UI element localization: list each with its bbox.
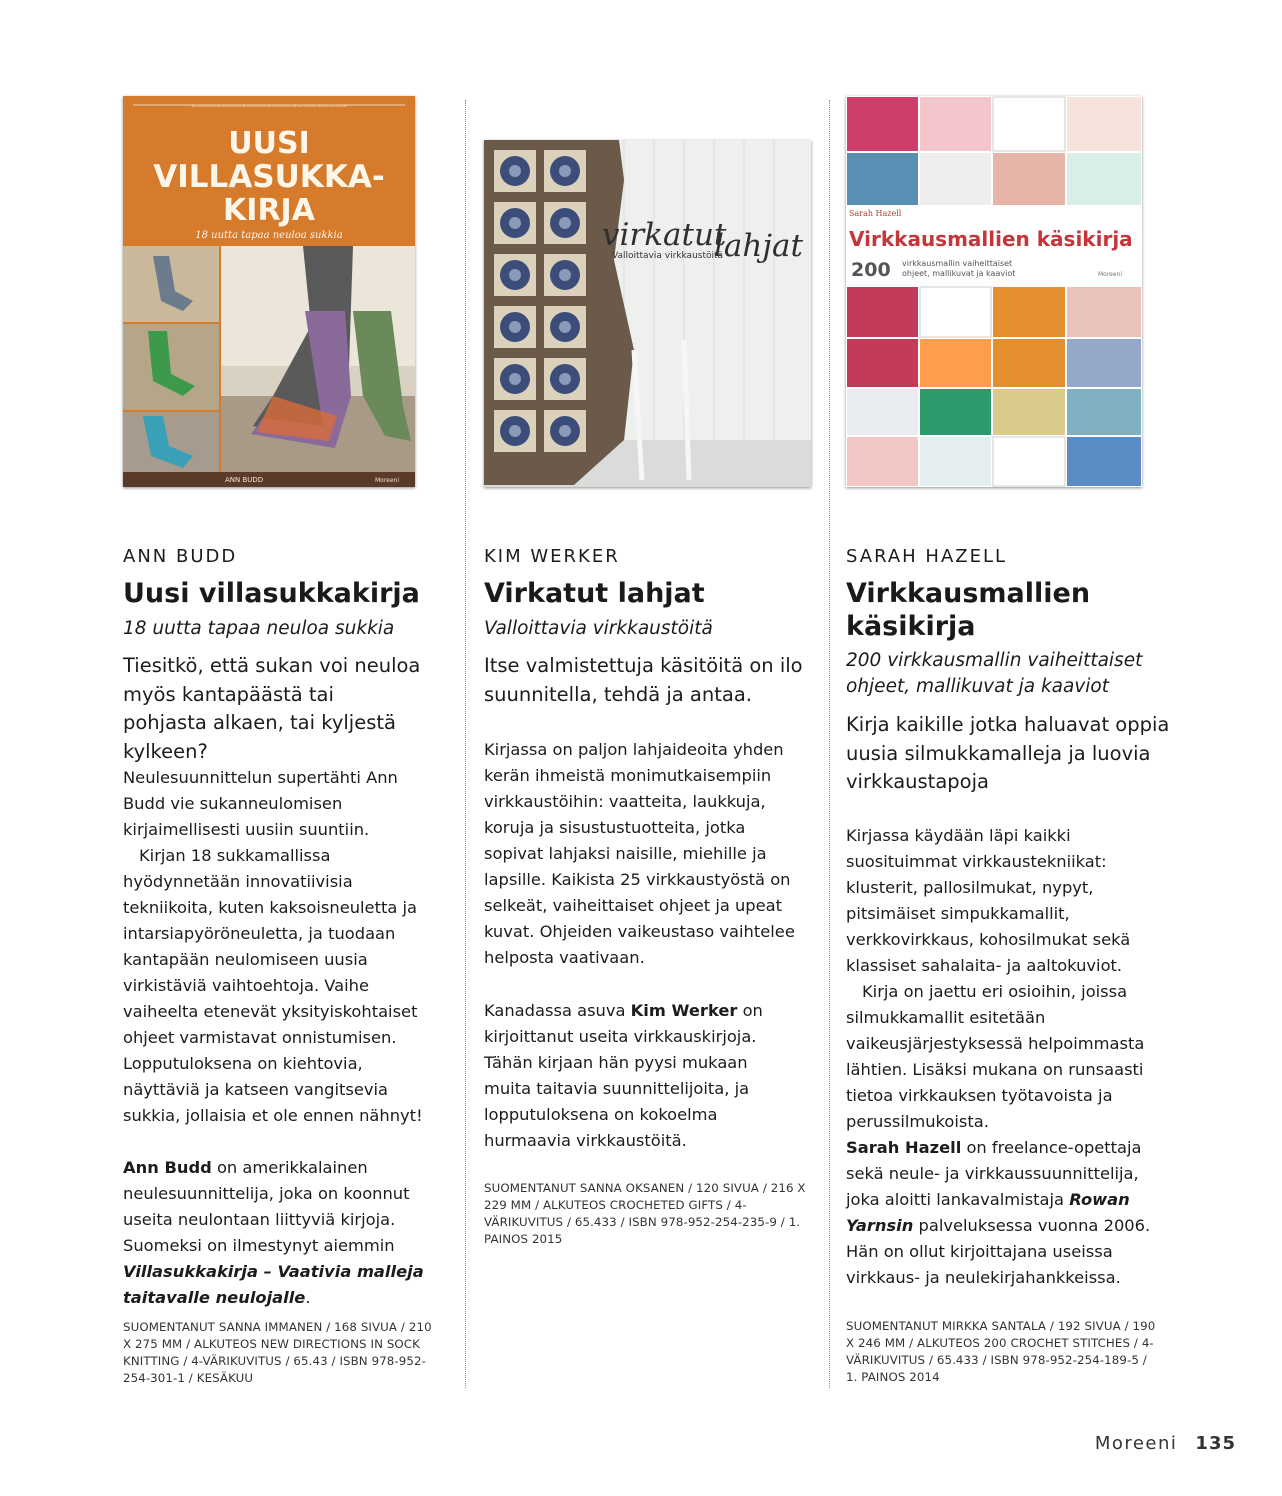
sock-cover-illustration (123, 96, 415, 487)
cover-title-part-a: virkatut (602, 217, 727, 253)
svg-text:»———»———»———»———»———»———»: »———»———»———»———»———»———» (191, 102, 347, 110)
cover-title-line2: KIRJA (223, 193, 315, 228)
book-title: Virkatut lahjat (484, 578, 705, 609)
author-bio (123, 1155, 449, 1311)
cover-tagline: 18 uutta tapaa neuloa sukkia (195, 230, 343, 241)
page-footer (1095, 1433, 1236, 1454)
book-cover-villasukkakirja (123, 96, 415, 487)
bio-author-name: Ann Budd (123, 1158, 212, 1177)
cover-author: Sarah Hazell (849, 209, 902, 218)
book-cover-virkkausmallien-kasikirja (846, 96, 1142, 487)
bio-text: on freelance-opettaja sekä neule- ja virkkaussuunnittelija, joka aloitti lankavalmistaja (846, 1138, 1142, 1209)
book-lead: Tiesitkö, että sukan voi neuloa myös kantapäästä tai pohjasta alkaen, tai kyljestä kylkeen? (123, 654, 421, 763)
cover-tagline: Valloittavia virkkaustöitä (612, 251, 724, 261)
book-description (123, 765, 441, 1129)
book-author: KIM WERKER (484, 546, 620, 567)
book-author: SARAH HAZELL (846, 546, 1008, 567)
magazine-name: Moreeni (1094, 1433, 1178, 1454)
book-description (484, 737, 804, 971)
bio-prefix: Kanadassa asuva (484, 1001, 631, 1020)
book-subtitle: Valloittavia virkkaustöitä (484, 618, 713, 639)
cover-top-line: UUSI (228, 126, 310, 161)
column-divider-1 (465, 100, 466, 1388)
cover-publisher: Moreeni (375, 477, 400, 484)
book-metadata: SUOMENTANUT SANNA IMMANEN / 168 SIVUA / 210 X 275 MM / ALKUTEOS NEW DIRECTIONS IN SOCK KNITTING / 4-VÄRIKUVITUS / 65.43 / ISBN 978-952-254-301-1 / KESÄKUU (123, 1320, 432, 1385)
book-subtitle: 18 uutta tapaa neuloa sukkia (123, 618, 395, 639)
cover-tagline-line1: virkkausmallin vaiheittaiset (902, 259, 1013, 268)
cover-title: Virkkausmallien käsikirja (849, 227, 1133, 251)
cover-title-part-b: lahjat (714, 228, 803, 264)
page-number: 135 (1195, 1433, 1236, 1454)
stitch-sample-grid-illustration (846, 96, 1142, 487)
description-paragraph: Kirjassa on paljon lahjaideoita yhden kerän ihmeistä monimutkaisempiin virkkaustöihin: vaatteita, laukkuja, koruja ja sisustustuotteita, jotka sopivat lahjaksi naisille, miehille ja lapsille. Kaikista 25 virkkaustyöstä on selkeät, vaiheittaiset ohjeet ja upeat kuvat. Ohjeiden vaikeustaso vaihtelee helposta vaativaan. (484, 740, 795, 967)
description-paragraph: Kirjan 18 sukkamallissa hyödynnetään innovatiivisia tekniikoita, kuten kaksoisneuletta ja intarsiapyöröneuletta, ja tuodaan kantapään neulomiseen uusia virkistäviä vaihtoehtoja. Vaihe vaiheelta etenevät yksityiskohtaiset ohjeet varmistavat onnistumisen. Lopputuloksena on kiehtovia, näyttäviä ja katseen vangitsevia sukkia, jollaisia et ole ennen nähnyt! (123, 846, 423, 1125)
bio-author-name: Sarah Hazell (846, 1138, 962, 1157)
book-title: Uusi villasukkakirja (123, 578, 420, 609)
description-paragraph: Kirja on jaettu eri osioihin, joissa silmukkamallit esitetään vaikeusjärjestyksessä helpoimmasta lähtien. Lisäksi mukana on runsaasti tietoa virkkauksen työtavoista ja perussilmukoista. (846, 982, 1145, 1131)
book-lead: Itse valmistettuja käsitöitä on ilo suunnitella, tehdä ja antaa. (484, 654, 803, 706)
book-title: Virkkausmallien käsikirja (846, 578, 1091, 642)
description-paragraph: Neulesuunnittelun supertähti Ann Budd vie sukanneulomisen kirjaimellisesti uusiin suuntiin. (123, 768, 398, 839)
description-paragraph: Kirjassa käydään läpi kaikki suosituimmat virkkaustekniikat: klusterit, pallosilmukat, nypyt, pitsimäiset simpukkamallit, verkkovirkkaus, kohosilmukat sekä klassiset sahalaita- ja aaltokuviot. (846, 826, 1131, 975)
cover-author: ANN BUDD (225, 476, 264, 484)
cover-tagline-line2: ohjeet, mallikuvat ja kaaviot (902, 269, 1016, 278)
bio-end: . (305, 1288, 311, 1307)
book-metadata: SUOMENTANUT SANNA OKSANEN / 120 SIVUA / 216 X 229 MM / ALKUTEOS CROCHETED GIFTS / 4-VÄRIKUVITUS / 65.433 / ISBN 978-952-254-235-9 / 1. PAINOS 2015 (484, 1181, 806, 1246)
bio-author-name: Kim Werker (630, 1001, 738, 1020)
book-author: ANN BUDD (123, 546, 238, 567)
crochet-blanket-illustration (484, 140, 811, 487)
bio-company-reference: Rowan Yarnsin (846, 1190, 1130, 1235)
author-bio (846, 1135, 1168, 1291)
cover-publisher: Moreeni (1098, 271, 1123, 278)
bio-text: on amerikkalainen neulesuunnittelija, joka on koonnut useita neulontaan liittyviä kirjoja. Suomeksi on ilmestynyt aiemmin (123, 1158, 410, 1255)
cover-title-line1: VILLASUKKA- (153, 159, 385, 195)
book-description (846, 823, 1172, 1135)
book-metadata: SUOMENTANUT MIRKKA SANTALA / 192 SIVUA / 190 X 246 MM / ALKUTEOS 200 CROCHET STITCHES / 4-VÄRIKUVITUS / 65.433 / ISBN 978-952-254-189-5 / 1. PAINOS 2014 (846, 1319, 1156, 1384)
cover-count: 200 (851, 259, 891, 281)
book-subtitle: 200 virkkausmallin vaiheittaiset ohjeet, mallikuvat ja kaaviot (846, 650, 1143, 697)
column-divider-2 (829, 100, 830, 1388)
book-cover-virkatut-lahjat (484, 140, 811, 487)
bio-end: palveluksessa vuonna 2006. Hän on ollut kirjoittajana useissa virkkaus- ja neulekirjahankkeissa. (846, 1216, 1151, 1287)
book-lead: Kirja kaikille jotka haluavat oppia uusia silmukkamalleja ja luovia virkkaustapoja (846, 713, 1170, 793)
bio-book-reference: Villasukkakirja – Vaativia malleja taitavalle neulojalle (123, 1262, 424, 1307)
author-bio (484, 998, 784, 1154)
bio-text: on kirjoittanut useita virkkauskirjoja. Tähän kirjaan hän pyysi mukaan muita taitavia suunnittelijoita, ja lopputuloksena on kokoelma hurmaavia virkkaustöitä. (484, 1001, 763, 1150)
